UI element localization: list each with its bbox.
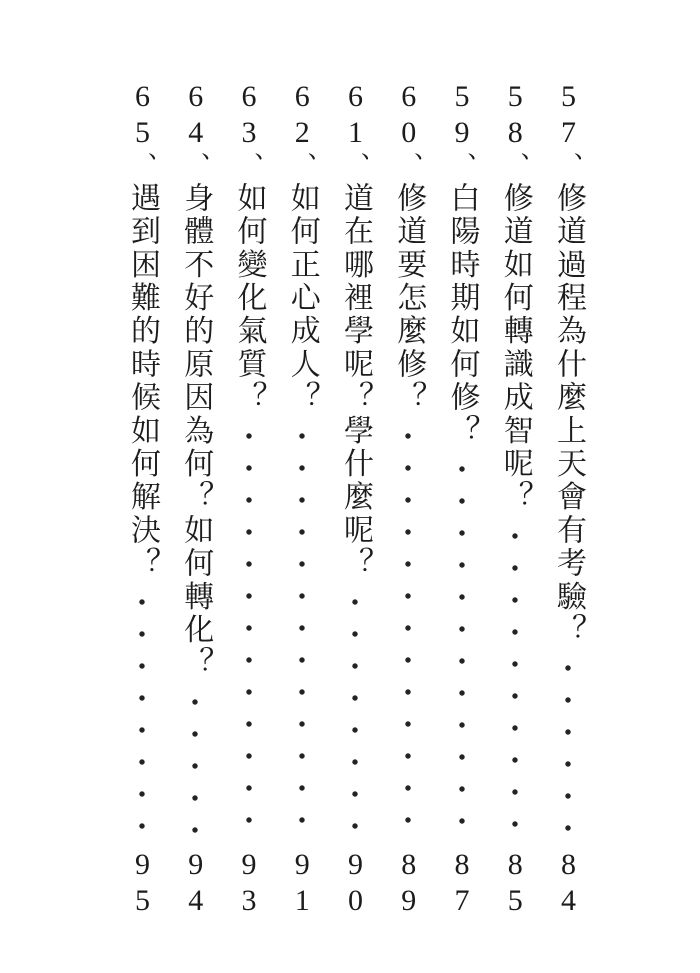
ideographic-comma: 、: [287, 152, 317, 182]
dot-leader: [340, 586, 370, 844]
dot-leader: [447, 453, 477, 843]
entry-page-number: 90: [339, 847, 372, 920]
entry-title: 身體不好的原因為何？如何轉化？: [179, 181, 213, 680]
entry-page-number: 85: [498, 847, 532, 920]
ideographic-comma: 、: [447, 152, 477, 182]
dot-leader: [500, 520, 530, 844]
entry-number: 57: [552, 80, 585, 153]
entry-page-number: 94: [179, 847, 213, 920]
entry-title: 修道如何轉識成智呢？: [498, 181, 532, 514]
ideographic-comma: 、: [234, 152, 264, 182]
dot-leader: [127, 586, 157, 844]
entry-page-number: 95: [126, 847, 159, 920]
table-of-contents: [127, 80, 583, 920]
entry-number: 63: [232, 80, 266, 153]
ideographic-comma: 、: [554, 152, 583, 182]
dot-leader: [553, 652, 583, 843]
toc-entry: [287, 80, 317, 920]
ideographic-comma: 、: [500, 152, 530, 182]
toc-entry: [553, 80, 583, 920]
dot-leader: [234, 420, 264, 844]
entry-page-number: 84: [552, 847, 585, 920]
dot-leader: [180, 686, 210, 844]
toc-entry: [179, 80, 213, 920]
entry-number: 62: [285, 80, 319, 153]
entry-number: 65: [126, 80, 159, 153]
entry-title: 白陽時期如何修？: [445, 181, 479, 448]
entry-number: 59: [445, 80, 479, 153]
entry-page-number: 91: [285, 847, 319, 920]
entry-title: 修道要怎麼修？: [392, 181, 426, 415]
entry-number: 58: [498, 80, 532, 153]
entry-number: 64: [179, 80, 213, 153]
entry-title: 道在哪裡學呢？學什麼呢？: [339, 181, 372, 581]
ideographic-comma: 、: [341, 152, 370, 182]
entry-title: 遇到困難的時候如何解決？: [126, 181, 159, 581]
toc-entry: [234, 80, 264, 920]
toc-entry: [340, 80, 370, 920]
entry-title: 如何正心成人？: [285, 181, 319, 415]
ideographic-comma: 、: [394, 152, 424, 182]
entry-number: 60: [392, 80, 426, 153]
toc-entry: [392, 80, 426, 920]
toc-entry: [500, 80, 530, 920]
dot-leader: [393, 420, 423, 844]
entry-page-number: 93: [232, 847, 266, 920]
dot-leader: [287, 420, 317, 844]
ideographic-comma: 、: [128, 152, 157, 182]
toc-entry: [447, 80, 477, 920]
entry-number: 61: [339, 80, 372, 153]
entry-page-number: 89: [392, 847, 426, 920]
entry-title: 如何變化氣質？: [232, 181, 266, 415]
entry-page-number: 87: [445, 847, 479, 920]
toc-entry: [127, 80, 157, 920]
entry-title: 修道過程為什麼上天會有考驗？: [552, 181, 585, 647]
ideographic-comma: 、: [181, 152, 211, 182]
